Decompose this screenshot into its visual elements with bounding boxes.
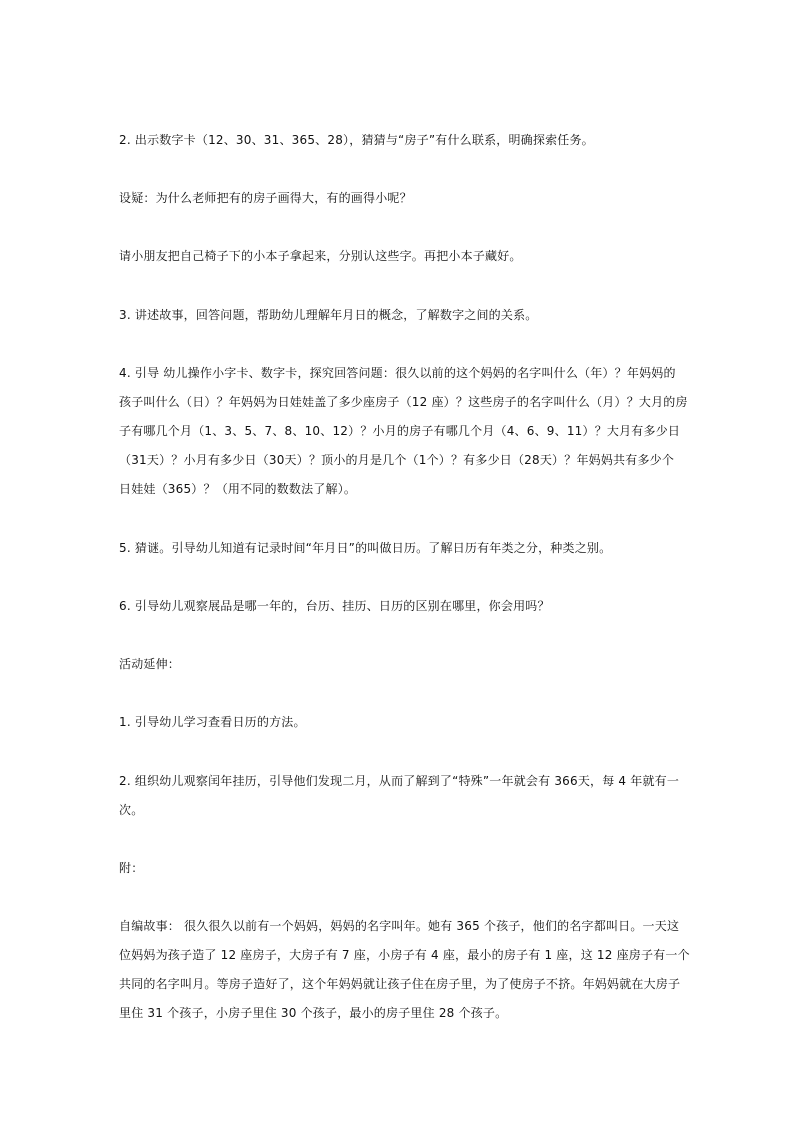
section-heading-extension: [119, 650, 677, 679]
text-line: （31天）？小月有多少日（30天）？顶小的月是几个（1个）？有多少日（28天）？年妈妈共有多少个: [119, 453, 675, 467]
paragraph-question: [119, 184, 677, 213]
text-line: 请小朋友把自己椅子下的小本子拿起来，分别认这些字。再把小本子藏好。: [119, 249, 522, 263]
paragraph-observe: [119, 592, 677, 621]
text-line: 位妈妈为孩子造了 12 座房子，大房子有 7 座，小房子有 4 座，最小的房子有 1 座，这 12 座房子有一个: [119, 948, 690, 962]
paragraph-leap-year: [119, 767, 680, 825]
text-line: 5. 猜谜。引导幼儿知道有记录时间“年月日”的叫做日历。了解日历有年类之分，种类之别。: [119, 541, 612, 555]
text-line: 共同的名字叫月。等房子造好了，这个年妈妈就让孩子住在房子里，为了使房子不挤。年妈妈就在大房子: [119, 977, 681, 991]
text-line: 2. 出示数字卡（12、30、31、365、28），猜猜与“房子”有什么联系，明确探索任务。: [119, 133, 594, 147]
text-line: 设疑：为什么老师把有的房子画得大，有的画得小呢？: [119, 191, 412, 205]
text-line: 1. 引导幼儿学习查看日历的方法。: [119, 715, 306, 729]
text-line: 里住 31 个孩子，小房子里住 30 个孩子，最小的房子里住 28 个孩子。: [119, 1006, 508, 1020]
text-line: 子有哪几个月（1、3、5、7、8、10、12）？小月的房子有哪几个月（4、6、9、11）？大月有多少日: [119, 424, 681, 438]
paragraph-riddle: [119, 534, 677, 563]
text-line: 3. 讲述故事，回答问题，帮助幼儿理解年月日的概念，了解数字之间的关系。: [119, 308, 538, 322]
text-line: 6. 引导幼儿观察展品是哪一年的，台历、挂历、日历的区别在哪里，你会用吗？: [119, 599, 550, 613]
text-line: 次。: [119, 803, 144, 817]
paragraph-custom-story: [119, 912, 690, 1028]
paragraph-story: [119, 301, 677, 330]
text-line: 活动延伸：: [119, 657, 181, 671]
text-line: 孩子叫什么（日）？年妈妈为日娃娃盖了多少座房子（12 座）？这些房子的名字叫什么（月）？大月的房: [119, 395, 688, 409]
text-line: 日娃娃（365）？（用不同的数数法了解）。: [119, 482, 357, 496]
paragraph-notebook: [119, 242, 677, 271]
text-line: 自编故事： 很久很久以前有一个妈妈，妈妈的名字叫年。她有 365 个孩子，他们的名字都叫日。一天这: [119, 919, 680, 933]
text-line: 附：: [119, 861, 144, 875]
section-heading-appendix: [119, 854, 677, 883]
paragraph-number-cards: [119, 126, 677, 155]
paragraph-guide-cards: [119, 359, 688, 504]
text-line: 2. 组织幼儿观察闰年挂历，引导他们发现二月，从而了解到了“特殊”一年就会有 366天，每 4 年就有一: [119, 774, 680, 788]
text-line: 4. 引导 幼儿操作小字卡、数字卡，探究回答问题：很久以前的这个妈妈的名字叫什么（年）？年妈妈的: [119, 366, 676, 380]
paragraph-calendar-method: [119, 708, 677, 737]
